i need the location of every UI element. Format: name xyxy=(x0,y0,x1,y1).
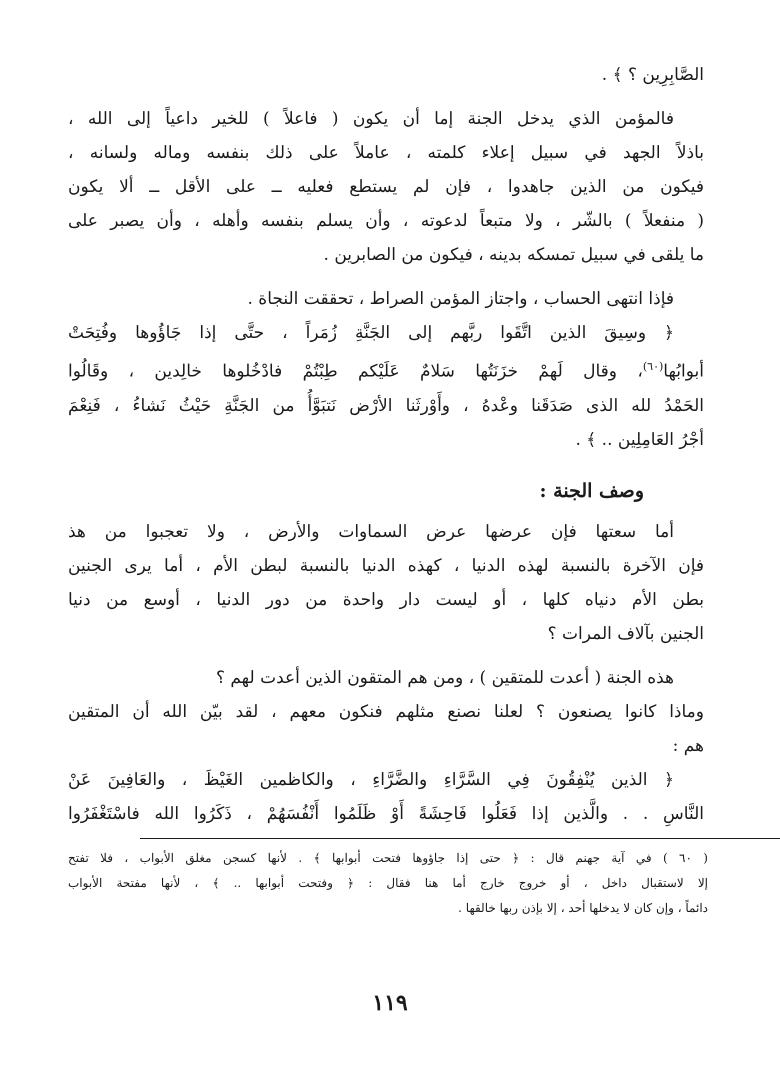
text-line: باذلاً الجهد في سبيل إعلاء كلمته ، عاملاً على ذلك بنفسه وماله ولسانه ، xyxy=(68,143,704,163)
main-text xyxy=(68,58,704,831)
quran-quote-pious xyxy=(68,763,704,831)
paragraph-pious xyxy=(68,661,704,763)
text-line: فإن الآخرة بالنسبة لهذه الدنيا ، كهذه الدنيا بالنسبة لبطن الأم ، أما يرى الجنين xyxy=(68,555,704,576)
quran-quote-paradise xyxy=(68,316,704,457)
text-line: فالمؤمن الذي يدخل الجنة إما أن يكون ( فاعلاً ) للخير داعياً إلى الله ، xyxy=(68,109,674,129)
text-line: فيكون من الذين جاهدوا ، فإن لم يستطع فعليه ــ على الأقل ــ ألا يكون xyxy=(68,177,704,197)
text-line: وماذا كانوا يصنعون ؟ لعلنا نصنع مثلهم فنكون معهم ، لقد بيّن الله أن المتقين xyxy=(68,701,704,722)
quote-line: الحَمْدُ لله الذى صَدَقَنا وعْدهُ ، وأَوْرثَنا الأرْض نَتبَوَّأُ من الجَنَّةِ حَيْثُ نَشاءُ ، فَنِعْمَ xyxy=(68,395,704,416)
text-line: أما سعتها فإن عرضها عرض السماوات والأرض ، ولا تعجبوا من هذ xyxy=(68,521,674,542)
page-number: ١١٩ xyxy=(372,990,408,1016)
quote-fragment: أبوابُها xyxy=(663,361,704,382)
paragraph-reckoning xyxy=(68,282,704,316)
footnote-reference[interactable]: (٦٠) xyxy=(642,360,664,373)
paragraph-vastness xyxy=(68,515,704,651)
quote-line xyxy=(68,350,704,389)
text-line: فإذا انتهى الحساب ، واجتاز المؤمن الصراط ، تحققت النجاة . xyxy=(247,289,674,309)
quote-fragment: ، وقال لَهمْ خزَنَتُها سَلامٌ عَلَيْكم طِبْتُمْ فادْخُلوها خالِدين ، وقَالُوا xyxy=(68,361,643,382)
footnotes xyxy=(68,846,708,921)
text-line: ما يلقى في سبيل تمسكه بدينه ، فيكون من الصابرين . xyxy=(323,245,704,265)
top-line: الصَّابِرِين ؟ ﴾ . xyxy=(601,65,704,85)
footnote-divider xyxy=(140,838,780,839)
footnote-line: إلا لاستقبال داخل ، أو خروج خارج أما هنا فقال : ﴿ وفتحت أبوابها .. ﴾ ، لأنها مفتحة الأبواب xyxy=(68,876,708,890)
text-line: بطن الأم دنياه كلها ، أو ليست دار واحدة من دور الدنيا ، أوسع من دنيا xyxy=(68,589,704,610)
quote-line: أجْرُ العَامِلِين .. ﴾ . xyxy=(575,429,704,450)
quote-line: النَّاسِ . . والَّذين إذا فَعَلُوا فَاحِشَةً أَوْ ظَلَمُوا أَنْفُسَهُمْ ، ذَكَرُوا الله فاسْتَغْفَرُوا xyxy=(68,803,704,824)
text-line: ( منفعلاً ) بالشّر ، ولا متبعاً لدعوته ، وأن يسلم بنفسه وأهله ، وأن يصبر على xyxy=(68,211,704,231)
footnote-line: دائماً ، وإن كان لا يدخلها أحد ، إلا بإذن ربها خالقها . xyxy=(458,901,708,915)
text-line: هذه الجنة ( أعدت للمتقين ) ، ومن هم المتقون الذين أعدت لهم ؟ xyxy=(215,667,674,688)
quote-line: ﴿ الذين يُنْفِقُونَ فِي السَّرَّاءِ والضَّرَّاءِ ، والكاظمين الغَيْظَ ، والعَافِينَ عَنْ xyxy=(68,769,674,790)
paragraph-believer xyxy=(68,102,704,272)
text-line: هم : xyxy=(672,735,704,756)
text-line: الجنين بآلاف المرات ؟ xyxy=(547,623,704,644)
section-heading: وصف الجنة : xyxy=(539,479,644,502)
footnote-line: ( ٦٠ ) في آية جهنم قال : ﴿ حتى إذا جاؤوها فتحت أبوابها ﴾ . لأنها كسجن مغلق الأبواب ، فلا تفتح xyxy=(68,851,708,865)
quote-line: ﴿ وسِيقَ الذين اتَّقَوا ربَّهم إلى الجَنَّةِ زُمَراً ، حتَّى إذا جَاؤُوها وفُتِحَتْ xyxy=(68,323,674,343)
